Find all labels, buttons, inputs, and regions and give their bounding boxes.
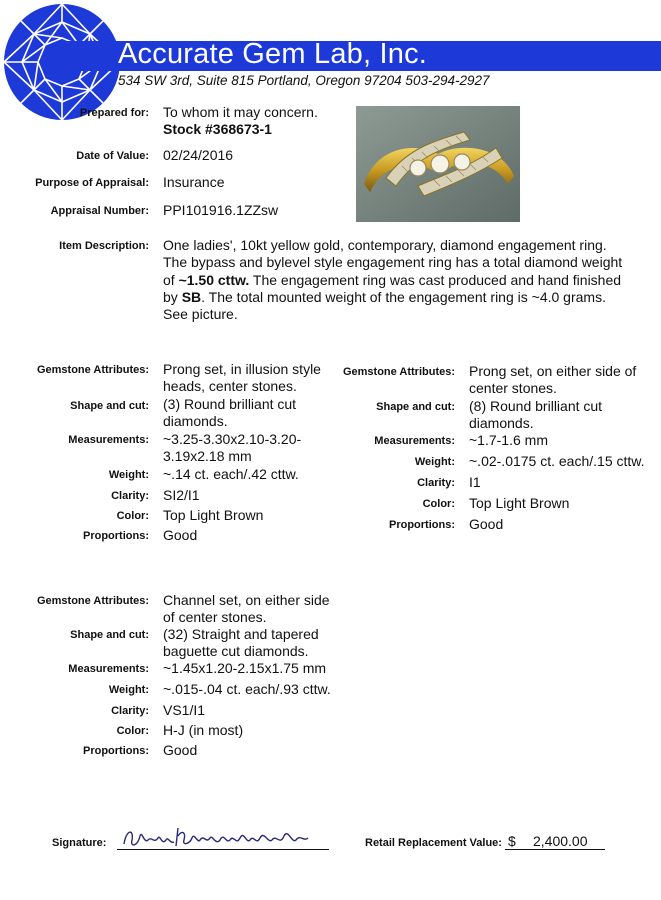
gem1-proportions-label: Proportions: xyxy=(83,530,149,542)
gem2-weight-label: Weight: xyxy=(414,456,455,468)
maker-initials: SB xyxy=(181,288,202,305)
signature-line xyxy=(117,849,329,850)
appraisal-number-label: Appraisal Number: xyxy=(50,205,149,217)
gem2-attributes: Prong set, on either side of center stones. xyxy=(469,363,637,396)
gem2-measurements-label: Measurements: xyxy=(374,435,455,447)
item-description: One ladies', 10kt yellow gold, contemporary, diamond engagement ring. The bypass and bylevel style engagement ring has a total diamond weight of ~1.50 cttw. The engagement ring was cast produced and hand finished by SB. The total mounted weight of the engagement ring is ~4.0 grams. See picture. xyxy=(163,237,623,323)
gem2-clarity-label: Clarity: xyxy=(417,477,455,489)
gem2-color-label: Color: xyxy=(422,498,455,510)
gem1-attributes: Prong set, in illusion style heads, center stones. xyxy=(163,361,321,394)
gem1-shape: (3) Round brilliant cut diamonds. xyxy=(163,396,297,429)
replacement-value: 2,400.00 xyxy=(533,833,588,849)
gem1-proportions: Good xyxy=(163,527,198,543)
stock-number: Stock #368673-1 xyxy=(163,121,272,137)
gem3-measurements: ~1.45x1.20-2.15x1.75 mm xyxy=(163,660,327,676)
gem3-clarity-label: Clarity: xyxy=(111,705,149,717)
gem1-clarity-label: Clarity: xyxy=(111,490,149,502)
gem1-clarity: SI2/I1 xyxy=(163,487,200,503)
gem2-clarity: I1 xyxy=(469,474,481,490)
value-line xyxy=(505,849,605,850)
gem2-color: Top Light Brown xyxy=(469,495,570,511)
company-name: Accurate Gem Lab, Inc. xyxy=(118,38,428,70)
replacement-value-label: Retail Replacement Value: xyxy=(365,837,502,849)
signature-label: Signature: xyxy=(52,837,107,849)
gem1-color-label: Color: xyxy=(116,510,149,522)
gem3-color: H-J (in most) xyxy=(163,722,244,738)
purpose-value: Insurance xyxy=(163,174,225,190)
gem1-weight-label: Weight: xyxy=(108,469,149,481)
gem3-weight: ~.015-.04 ct. each/.93 cttw. xyxy=(163,681,331,697)
gem1-shape-label: Shape and cut: xyxy=(70,400,149,412)
handwritten-signature xyxy=(120,822,315,852)
total-weight: ~1.50 cttw. xyxy=(178,271,250,288)
purpose-label: Purpose of Appraisal: xyxy=(35,177,149,189)
gem1-measurements-label: Measurements: xyxy=(68,434,149,446)
gem3-clarity: VS1/I1 xyxy=(163,702,206,718)
company-address: 534 SW 3rd, Suite 815 Portland, Oregon 97204 503-294-2927 xyxy=(118,73,490,88)
gem1-attributes-label: Gemstone Attributes: xyxy=(36,364,149,376)
gem2-shape: (8) Round brilliant cut diamonds. xyxy=(469,398,603,431)
appraisal-number-value: PPI101916.1ZZsw xyxy=(163,202,279,218)
currency-symbol: $ xyxy=(508,833,516,849)
gem2-proportions: Good xyxy=(469,516,504,532)
gem3-shape: (32) Straight and tapered baguette cut diamonds. xyxy=(163,626,319,659)
prepared-for-label: Prepared for: xyxy=(79,107,149,119)
gem2-shape-label: Shape and cut: xyxy=(376,401,455,413)
gem3-measurements-label: Measurements: xyxy=(68,663,149,675)
date-value: 02/24/2016 xyxy=(163,147,234,163)
gem3-color-label: Color: xyxy=(116,725,149,737)
gem2-measurements: ~1.7-1.6 mm xyxy=(469,432,548,448)
gem1-color: Top Light Brown xyxy=(163,507,264,523)
gem3-proportions: Good xyxy=(163,742,198,758)
gem3-attributes-label: Gemstone Attributes: xyxy=(36,595,149,607)
gem2-weight: ~.02-.0175 ct. each/.15 cttw. xyxy=(469,453,645,469)
gem3-weight-label: Weight: xyxy=(108,684,149,696)
gem3-attributes: Channel set, on either side of center stones. xyxy=(163,592,330,625)
gem2-proportions-label: Proportions: xyxy=(389,519,455,531)
gem3-proportions-label: Proportions: xyxy=(83,745,149,757)
gem2-attributes-label: Gemstone Attributes: xyxy=(342,366,455,378)
ring-photo xyxy=(356,106,520,222)
gem1-weight: ~.14 ct. each/.42 cttw. xyxy=(163,466,299,482)
description-label: Item Description: xyxy=(59,240,149,252)
gem3-shape-label: Shape and cut: xyxy=(70,629,149,641)
date-label: Date of Value: xyxy=(76,150,149,162)
prepared-for-value: To whom it may concern. xyxy=(163,104,318,120)
gem1-measurements: ~3.25-3.30x2.10-3.20-3.19x2.18 mm xyxy=(163,431,302,464)
